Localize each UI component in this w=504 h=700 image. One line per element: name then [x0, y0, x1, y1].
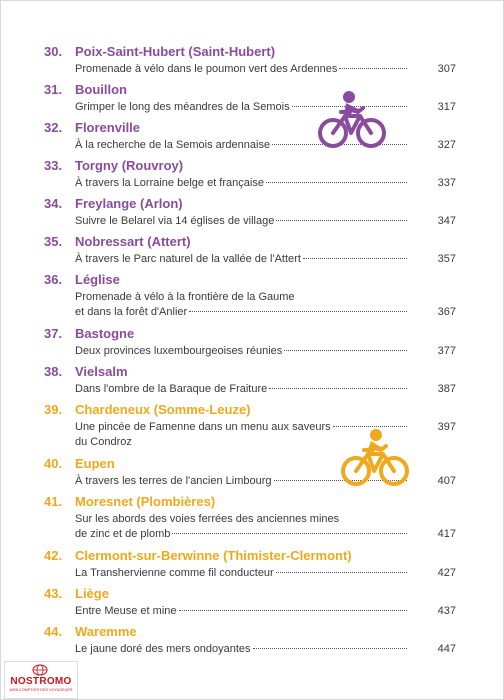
entry-number: 42.: [44, 548, 63, 563]
entry-description-line: de zinc et de plomb: [75, 528, 171, 540]
entry-page-number: 337: [437, 177, 456, 189]
entry-number: 31.: [44, 82, 63, 97]
entry-number: 39.: [44, 402, 63, 417]
dot-leader: [284, 349, 407, 351]
entry-title[interactable]: Eupen: [75, 456, 115, 471]
entry-title[interactable]: Freylange (Arlon): [75, 196, 183, 211]
entry-page-number: 357: [437, 253, 456, 265]
entry-description-line: Grimper le long des méandres de la Semois: [75, 101, 290, 113]
entry-page-number: 437: [437, 605, 456, 617]
entry-page-number: 397: [437, 421, 456, 433]
entry-page-number: 317: [437, 101, 456, 113]
dot-leader: [189, 310, 407, 312]
entry-description: [75, 344, 410, 359]
entry-description-line: Une pincée de Famenne dans un menu aux saveurs: [75, 421, 331, 433]
entry-description-line: À travers le Parc naturel de la vallée de l'Attert: [75, 253, 301, 265]
entry-description-line: Dans l'ombre de la Baraque de Fraiture: [75, 383, 268, 395]
dot-leader: [179, 609, 408, 611]
entry-description-line: À travers la Lorraine belge et française: [75, 177, 264, 189]
entry-number: 36.: [44, 272, 63, 287]
entry-description-line: Sur les abords des voies ferrées des anciennes mines: [75, 513, 340, 525]
entry-number: 33.: [44, 158, 63, 173]
nostromo-logo: [4, 661, 78, 699]
entry-number: 40.: [44, 456, 63, 471]
entry-description: [75, 62, 410, 77]
entry-description-line: Le jaune doré des mers ondoyantes: [75, 643, 251, 655]
entry-description-line: et dans la forêt d'Anlier: [75, 306, 188, 318]
dot-leader: [172, 532, 407, 534]
entry-page-number: 407: [437, 475, 456, 487]
entry-page-number: 307: [437, 63, 456, 75]
entry-title[interactable]: Léglise: [75, 272, 120, 287]
entry-page-number: 427: [437, 567, 456, 579]
entry-description: [75, 290, 410, 320]
dot-leader: [269, 387, 407, 389]
entry-page-number: 347: [437, 215, 456, 227]
entry-title[interactable]: Florenville: [75, 120, 141, 135]
entry-title[interactable]: Vielsalm: [75, 364, 128, 379]
entry-description: [75, 382, 410, 397]
dot-leader: [276, 219, 407, 221]
dot-leader: [266, 181, 407, 183]
entry-page-number: 447: [437, 643, 456, 655]
dot-leader: [339, 67, 407, 69]
entry-description-line: Deux provinces luxembourgeoises réunies: [75, 345, 283, 357]
entry-number: 38.: [44, 364, 63, 379]
entry-title[interactable]: Clermont-sur-Berwinne (Thimister-Clermont): [75, 548, 352, 563]
entry-description: [75, 252, 410, 267]
entry-description: [75, 642, 410, 657]
entry-description: [75, 566, 410, 581]
entry-number: 30.: [44, 44, 63, 59]
entry-title[interactable]: Poix-Saint-Hubert (Saint-Hubert): [75, 44, 276, 59]
dot-leader: [253, 647, 407, 649]
entry-title[interactable]: Torgny (Rouvroy): [75, 158, 184, 173]
entry-description-line: Suivre le Belarel via 14 églises de village: [75, 215, 275, 227]
entry-title[interactable]: Bastogne: [75, 326, 135, 341]
entry-page-number: 387: [437, 383, 456, 395]
entry-description-line: À travers les terres de l'ancien Limbourg: [75, 475, 272, 487]
logo-tagline: WEB COMPTOIR DES VOYAGEURS: [9, 688, 73, 692]
dot-leader: [303, 257, 407, 259]
entry-number: 32.: [44, 120, 63, 135]
entry-number: 35.: [44, 234, 63, 249]
entry-page-number: 417: [437, 528, 456, 540]
entry-description-line: Entre Meuse et mine: [75, 605, 177, 617]
dot-leader: [276, 571, 407, 573]
entry-title[interactable]: Nobressart (Attert): [75, 234, 191, 249]
entry-number: 34.: [44, 196, 63, 211]
entry-page-number: 367: [437, 306, 456, 318]
entry-title[interactable]: Chardeneux (Somme-Leuze): [75, 402, 251, 417]
entry-number: 43.: [44, 586, 63, 601]
entry-page-number: 377: [437, 345, 456, 357]
entry-description-line: Promenade à vélo dans le poumon vert des Ardennes: [75, 63, 338, 75]
entry-number: 44.: [44, 624, 63, 639]
entry-title[interactable]: Liège: [75, 586, 109, 601]
bicycle-icon: [341, 426, 409, 488]
logo-name: NOSTROMO: [10, 676, 72, 687]
entry-description-line: Promenade à vélo à la frontière de la Gaume: [75, 291, 295, 303]
entry-title[interactable]: Waremme: [75, 624, 137, 639]
entry-description: [75, 176, 410, 191]
bicycle-icon: [318, 88, 386, 150]
entry-description: [75, 512, 410, 542]
entry-description-line: La Transhervienne comme fil conducteur: [75, 567, 274, 579]
entry-title[interactable]: Moresnet (Plombières): [75, 494, 216, 509]
entry-number: 37.: [44, 326, 63, 341]
entry-title[interactable]: Bouillon: [75, 82, 127, 97]
globe-icon: [32, 664, 48, 676]
entry-description: [75, 214, 410, 229]
entry-description: [75, 604, 410, 619]
entry-description-line: À la recherche de la Semois ardennaise: [75, 139, 271, 151]
entry-description-line: du Condroz: [75, 436, 132, 448]
entry-page-number: 327: [437, 139, 456, 151]
entry-number: 41.: [44, 494, 63, 509]
